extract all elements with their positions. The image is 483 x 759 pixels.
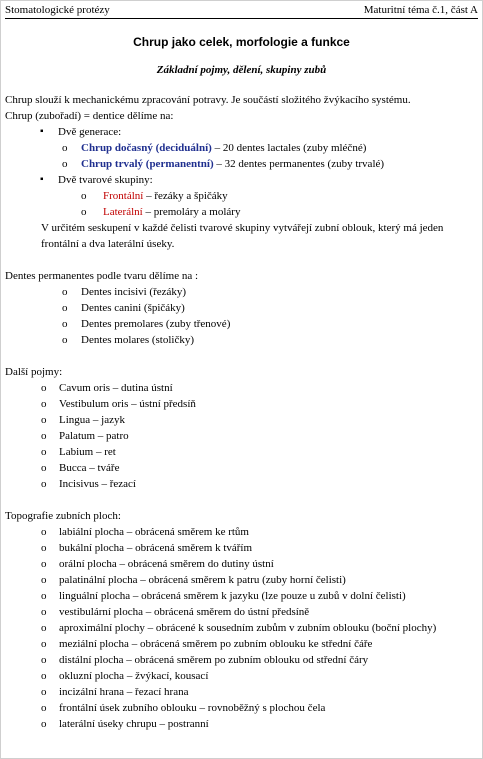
list-item-text: Dentes canini (špičáky): [81, 302, 185, 314]
term-lateral-desc: – premoláry a moláry: [142, 206, 241, 218]
bullet-marker: o: [41, 382, 47, 394]
term-deciduous: Chrup dočasný (deciduální): [81, 142, 212, 154]
list-item: [5, 316, 478, 332]
list-item: [5, 460, 478, 476]
list-item: [5, 188, 478, 204]
list-item: [5, 588, 478, 604]
document-title: Chrup jako celek, morfologie a funkce: [133, 35, 350, 49]
bullet-marker: o: [41, 430, 47, 442]
list-item: [5, 604, 478, 620]
topography-heading: Topografie zubních ploch:: [5, 510, 121, 522]
list-item-text: laterální úseky chrupu – postranní: [59, 718, 209, 730]
list-item-text: Palatum – patro: [59, 430, 129, 442]
terms-heading: Další pojmy:: [5, 366, 63, 378]
terms-list: [5, 380, 478, 492]
list-item-text: incizální hrana – řezací hrana: [59, 686, 189, 698]
bullet-marker: o: [41, 654, 47, 666]
bullet-marker: o: [41, 702, 47, 714]
list-item: [5, 300, 478, 316]
document-subtitle: Základní pojmy, dělení, skupiny zubů: [156, 64, 327, 76]
groups-bullet: ▪ Dvě tvarové skupiny:: [5, 172, 478, 188]
bullet-marker: o: [62, 318, 68, 330]
generations-bullet: ▪ Dvě generace:: [5, 124, 478, 140]
generations-list: [5, 140, 478, 172]
list-item-text: bukální plocha – obrácená směrem k tvářím: [59, 542, 253, 554]
spacer: [5, 252, 478, 268]
bullet-marker: o: [41, 478, 47, 490]
term-frontal-desc: – řezáky a špičáky: [143, 190, 228, 202]
list-item: [5, 700, 478, 716]
list-item-text: orální plocha – obrácená směrem do dutiny ústní: [59, 558, 274, 570]
list-item-text: palatinální plocha – obrácená směrem k patru (zuby horní čelisti): [59, 574, 346, 586]
list-item: [5, 556, 478, 572]
term-frontal: Frontální: [103, 190, 144, 202]
list-item: [5, 156, 478, 172]
page-header: [5, 1, 478, 19]
list-item: [5, 380, 478, 396]
spacer: [5, 348, 478, 364]
list-item: [5, 140, 478, 156]
list-item-text: frontální úsek zubního oblouku – rovnoběžný s plochou čela: [59, 702, 326, 714]
list-item-text: Bucca – tváře: [59, 462, 120, 474]
bullet-marker: o: [41, 686, 47, 698]
bullet-marker: o: [41, 622, 47, 634]
shape-heading: Dentes permanentes podle tvaru dělíme na :: [5, 270, 199, 282]
list-item: [5, 684, 478, 700]
list-item: [5, 412, 478, 428]
bullet-marker: o: [41, 558, 47, 570]
bullet-marker: o: [41, 542, 47, 554]
list-item: [5, 396, 478, 412]
list-item-text: Vestibulum oris – ústní předsíň: [59, 398, 196, 410]
list-item-text: labiální plocha – obrácená směrem ke rtům: [59, 526, 249, 538]
list-item: [5, 524, 478, 540]
term-permanent-desc: – 32 dentes permanentes (zuby trvalé): [213, 158, 385, 170]
list-item: [5, 636, 478, 652]
bullet-marker: o: [41, 446, 47, 458]
list-item-text: Dentes incisivi (řezáky): [81, 286, 187, 298]
list-item: [5, 540, 478, 556]
list-item-text: distální plocha – obrácená směrem po zubním oblouku od střední čáry: [59, 654, 369, 666]
list-item: [5, 716, 478, 732]
bullet-marker: o: [62, 142, 68, 154]
list-item: [5, 652, 478, 668]
bullet-marker: o: [81, 190, 87, 202]
bullet-marker: o: [81, 206, 87, 218]
bullet-marker: o: [62, 302, 68, 314]
spacer: [5, 492, 478, 508]
groups-list: [5, 188, 478, 220]
list-item-text: okluzní plocha – žvýkací, kousací: [59, 670, 209, 682]
bullet-marker: o: [62, 334, 68, 346]
topography-list: [5, 524, 478, 732]
list-item-text: aproximální plochy – obrácené k sousedním zubům v zubním oblouku (boční plochy): [59, 622, 437, 634]
list-item: [5, 284, 478, 300]
list-item-text: vestibulární plocha – obrácená směrem do ústní předsíně: [59, 606, 310, 618]
bullet-marker: o: [62, 158, 68, 170]
bullet-marker: o: [62, 286, 68, 298]
list-item: [5, 620, 478, 636]
bullet-marker: o: [41, 590, 47, 602]
list-item: [5, 332, 478, 348]
list-item: [5, 572, 478, 588]
list-item: [5, 444, 478, 460]
term-permanent: Chrup trvalý (permanentní): [81, 158, 214, 170]
list-item: [5, 428, 478, 444]
arch-note: V určitém seskupení v každé čelisti tvarové skupiny vytvářejí zubní oblouk, který má jeden frontální a dva laterální úseky.: [41, 222, 444, 250]
dentition-list: [5, 124, 478, 140]
list-item-text: Dentes premolares (zuby třenové): [81, 318, 231, 330]
intro-line-1: Chrup slouží k mechanickému zpracování potravy. Je součástí složitého žvýkacího systému.: [5, 94, 411, 106]
list-item: [5, 204, 478, 220]
list-item: [5, 476, 478, 492]
bullet-marker: o: [41, 414, 47, 426]
list-item-text: linguální plocha – obrácená směrem k jazyku (lze pouze u zubů v dolní čelisti): [59, 590, 406, 602]
bullet-marker: o: [41, 718, 47, 730]
bullet-marker: o: [41, 526, 47, 538]
bullet-marker: o: [41, 638, 47, 650]
term-lateral: Laterální: [103, 206, 143, 218]
list-item: [5, 668, 478, 684]
bullet-marker: o: [41, 606, 47, 618]
list-item-text: Incisivus – řezací: [59, 478, 136, 490]
bullet-marker: o: [41, 574, 47, 586]
list-item-text: Cavum oris – dutina ústní: [59, 382, 173, 394]
intro-line-2: Chrup (zubořadí) = dentice dělíme na:: [5, 110, 174, 122]
groups-header-list: [5, 172, 478, 188]
list-item-text: Labium – ret: [59, 446, 116, 458]
header-right: Maturitní téma č.1, část A: [363, 4, 478, 16]
list-item-text: Dentes molares (stoličky): [81, 334, 195, 346]
list-item-text: meziální plocha – obrácená směrem po zubním oblouku ke střední čáře: [59, 638, 373, 650]
header-left: Stomatologické protézy: [5, 4, 110, 16]
list-item-text: Lingua – jazyk: [59, 414, 125, 426]
shape-list: [5, 284, 478, 348]
term-deciduous-desc: – 20 dentes lactales (zuby mléčné): [211, 142, 367, 154]
bullet-marker: o: [41, 398, 47, 410]
bullet-marker: o: [41, 670, 47, 682]
bullet-marker: o: [41, 462, 47, 474]
